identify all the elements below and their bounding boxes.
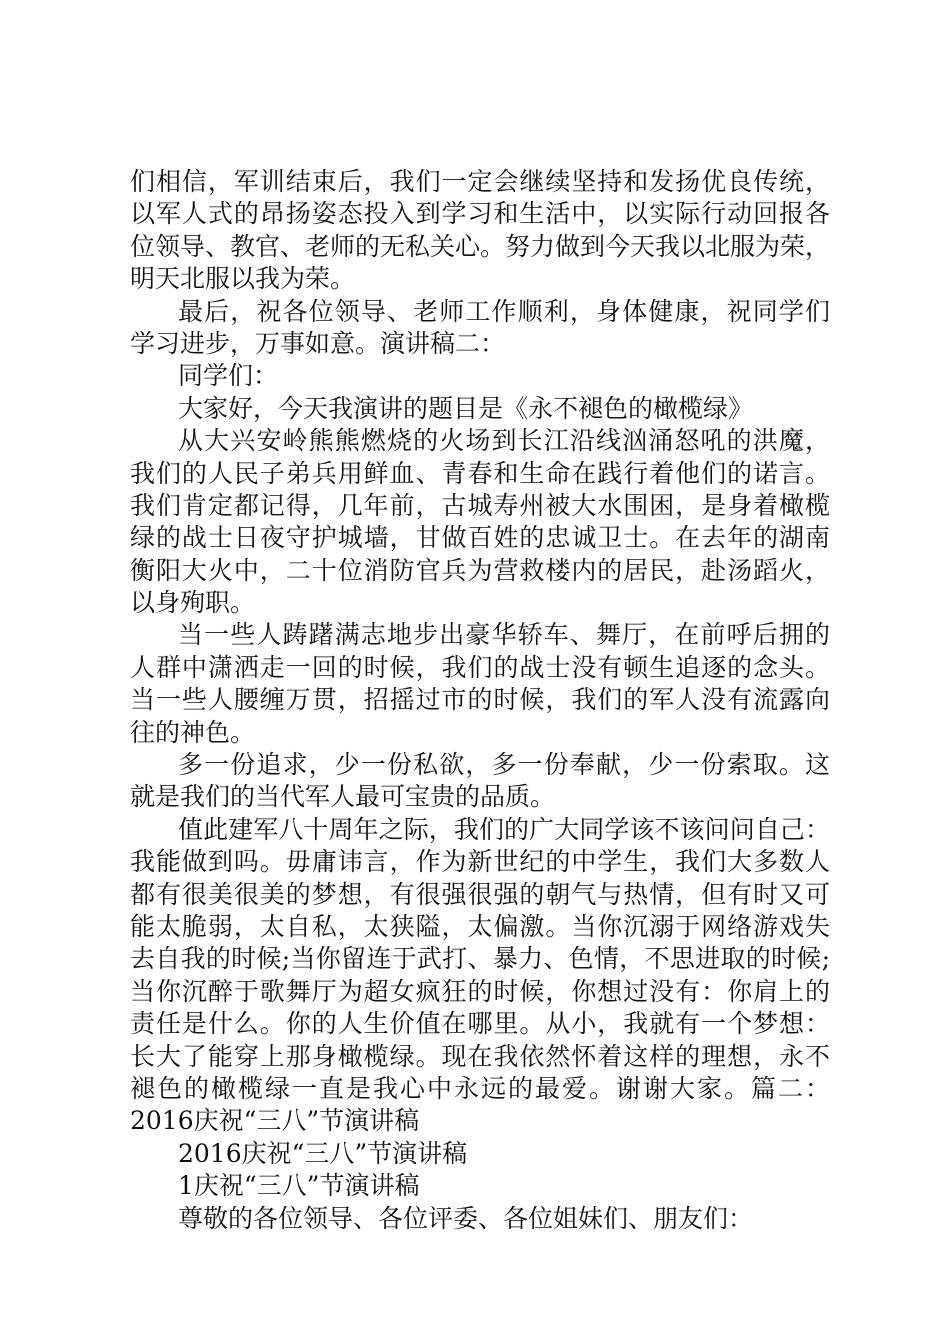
- text-line: 值此建军八十周年之际，我们的广大同学该不该问问自己：: [178, 814, 830, 844]
- text-line: 都有很美很美的梦想，有很强很强的朝气与热情，但有时又可: [130, 879, 830, 909]
- text-line: 人群中潇洒走一回的时候，我们的战士没有顿生追逐的念头。: [130, 652, 830, 682]
- text-line: 往的神色。: [130, 717, 256, 747]
- text-line: 衡阳大火中，二十位消防官兵为营救楼内的居民，赴汤蹈火，: [130, 555, 830, 585]
- text-line: 能太脆弱，太自私，太狭隘，太偏激。当你沉溺于网络游戏失: [130, 911, 830, 941]
- text-line: 当你沉醉于歌舞厅为超女疯狂的时候，你想过没有：你肩上的: [130, 976, 830, 1006]
- text-line: 就是我们的当代军人最可宝贵的品质。: [130, 782, 556, 812]
- text-line: 最后，祝各位领导、老师工作顺利，身体健康，祝同学们: [178, 296, 830, 326]
- text-line: 当一些人腰缠万贯，招摇过市的时候，我们的军人没有流露向: [130, 685, 830, 715]
- text-line: 褪色的橄榄绿一直是我心中永远的最爱。谢谢大家。篇二：: [130, 1073, 830, 1103]
- text-line: 责任是什么。你的人生价值在哪里。从小，我就有一个梦想：: [130, 1009, 830, 1039]
- document-body: [130, 166, 830, 1235]
- text-line: 去自我的时候;当你留连于武打、暴力、色情，不思进取的时候;: [130, 944, 830, 974]
- text-line: 明天北服以我为荣。: [130, 264, 356, 294]
- text-line: 1庆祝“三八”节演讲稿: [178, 1171, 420, 1201]
- text-line: 以军人式的昂扬姿态投入到学习和生活中，以实际行动回报各: [130, 199, 830, 229]
- text-line: 我能做到吗。毋庸讳言，作为新世纪的中学生，我们大多数人: [130, 847, 830, 877]
- text-line: 们相信，军训结束后，我们一定会继续坚持和发扬优良传统，: [130, 167, 830, 196]
- text-line: 大家好，今天我演讲的题目是《永不褪色的橄榄绿》: [178, 393, 754, 423]
- text-line: 长大了能穿上那身橄榄绿。现在我依然怀着这样的理想，永不: [130, 1041, 830, 1071]
- text-line: 从大兴安岭熊熊燃烧的火场到长江沿线汹涌怒吼的洪魔，: [178, 426, 830, 456]
- text-line: 同学们：: [178, 361, 279, 391]
- text-line: 绿的战士日夜守护城墙，甘做百姓的忠诚卫士。在去年的湖南: [130, 523, 830, 553]
- text-line: 当一些人踌躇满志地步出豪华轿车、舞厅，在前呼后拥的: [178, 620, 830, 650]
- text-line: 我们肯定都记得，几年前，古城寿州被大水围困，是身着橄榄: [130, 490, 830, 520]
- text-line: 2016庆祝“三八”节演讲稿: [178, 1138, 468, 1168]
- text-line: 多一份追求，少一份私欲，多一份奉献，少一份索取。这: [178, 750, 830, 780]
- text-line: 以身殉职。: [130, 588, 256, 618]
- text-line: 2016庆祝“三八”节演讲稿: [130, 1106, 420, 1136]
- text-line: 我们的人民子弟兵用鲜血、青春和生命在践行着他们的诺言。: [130, 458, 830, 488]
- text-line: 位领导、教官、老师的无私关心。努力做到今天我以北服为荣，: [130, 231, 831, 261]
- text-line: 学习进步，万事如意。演讲稿二：: [130, 328, 506, 358]
- text-line: 尊敬的各位领导、各位评委、各位姐妹们、朋友们：: [178, 1203, 754, 1233]
